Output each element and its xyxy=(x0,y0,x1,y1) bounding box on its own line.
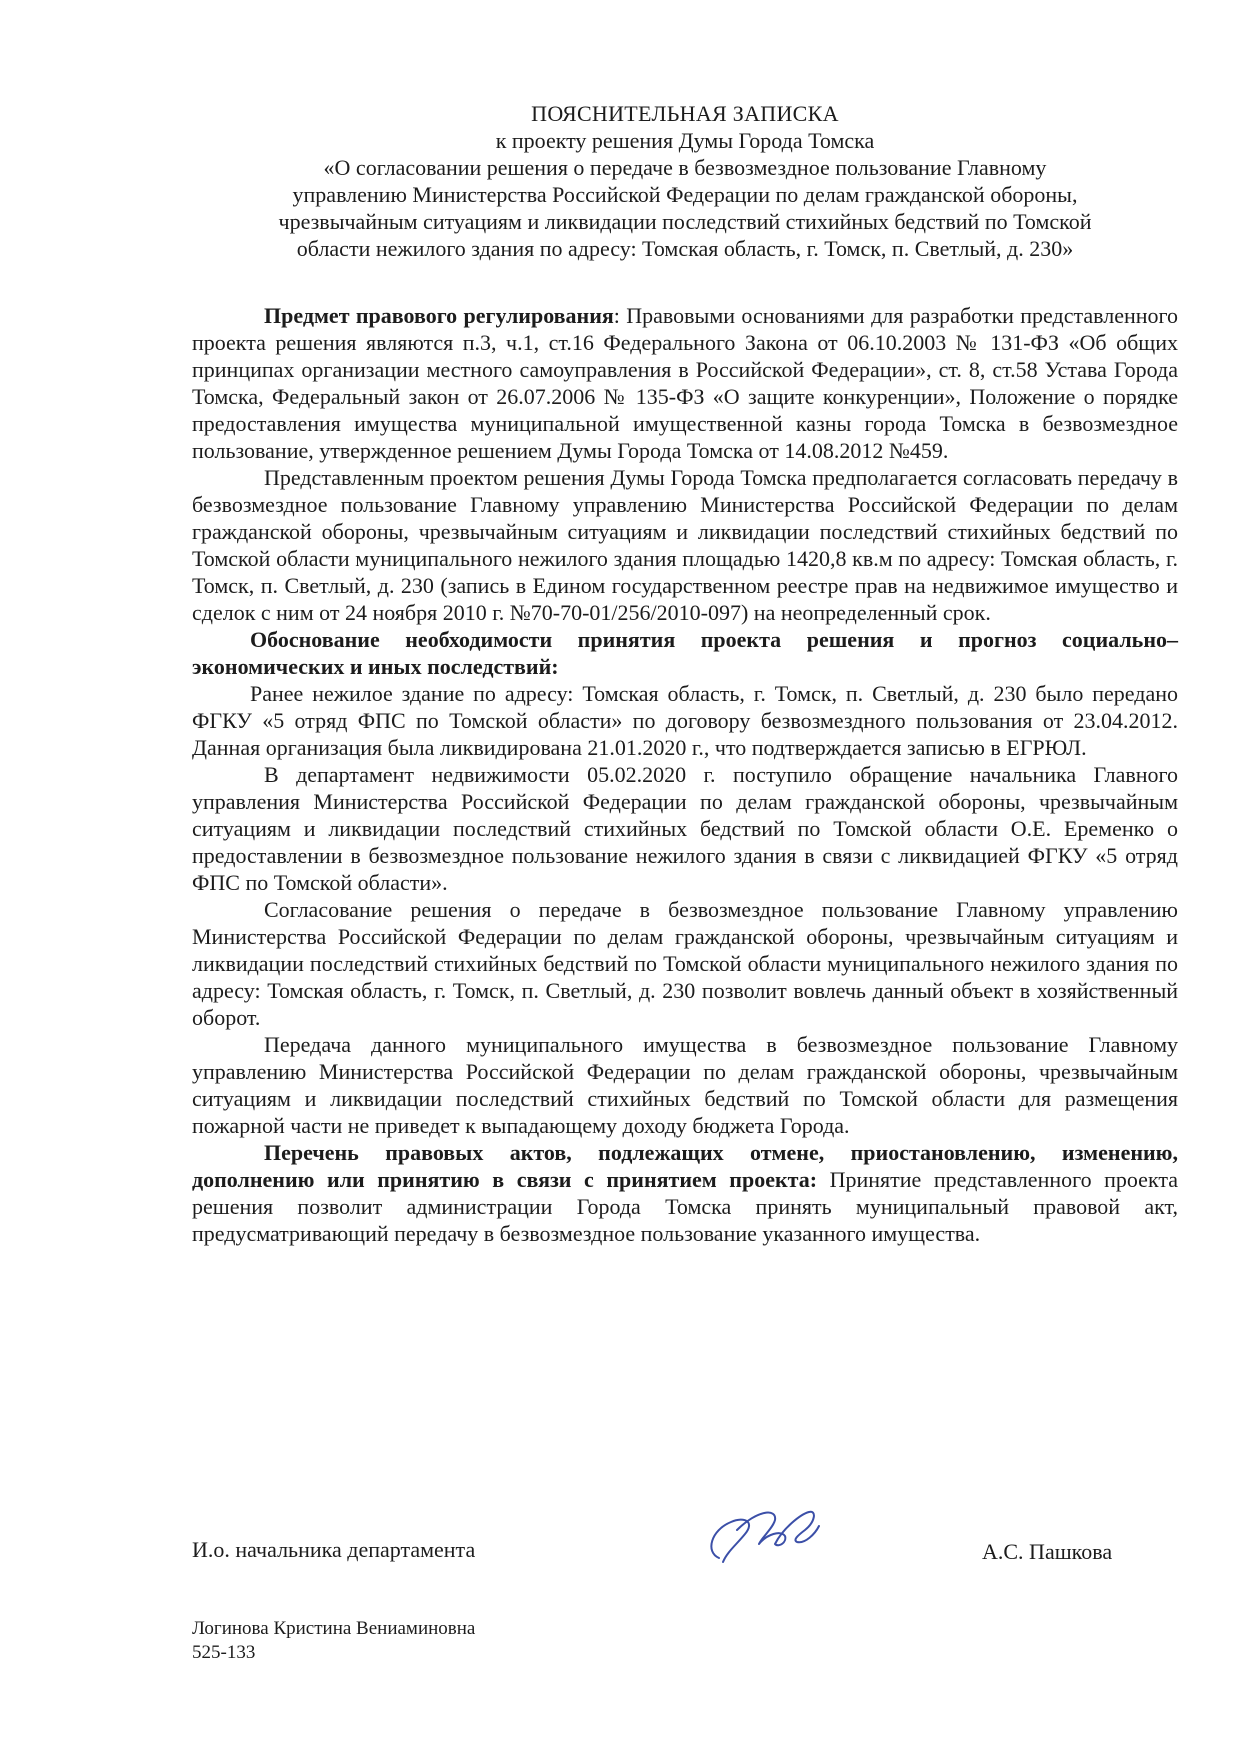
project-title-line-3: чрезвычайным ситуациям и ликвидации последствий стихийных бедствий по Томской xyxy=(278,209,1092,234)
executor-info xyxy=(192,1617,475,1665)
regulation-subject-label: Предмет правового регулирования xyxy=(264,303,614,328)
paragraph-request: В департамент недвижимости 05.02.2020 г. поступило обращение начальника Главного управления Министерства Российской Федерации по делам гражданской обороны, чрезвычайным ситуациям и ликвидации последствий стихийных бедствий по Томской области О.Е. Еременко о предоставлении в безвозмездное пользование нежилого здания в связи с ликвидацией ФГКУ «5 отряд ФПС по Томской области». xyxy=(192,762,1178,895)
signatory-position: И.о. начальника департамента xyxy=(192,1537,476,1562)
regulation-subject-text: : Правовыми основаниями для разработки представленного проекта решения являются п.3, ч.1, ст.16 Федерального Закона от 06.10.2003 № 131-ФЗ «Об общих принципах организации местного самоуправления в Российской Федерации», ст. 8, ст.58 Устава Города Томска, Федеральный закон от 26.07.2006 № 135-ФЗ «О защите конкуренции», Положение о порядке предоставления имущества муниципальной имущественной казны города Томска в безвозмездное пользование, утвержденное решением Думы Города Томска от 14.08.2012 №459. xyxy=(192,303,1178,463)
legal-acts-text: Принятие представленного проекта решения позволит администрации Города Томска принять муниципальный правовой акт, предусматривающий передачу в безвозмездное пользование указанного имущества. xyxy=(192,1167,1178,1246)
paragraph-budget: Передача данного муниципального имущества в безвозмездное пользование Главному управлению Министерства Российской Федерации по делам гражданской обороны, чрезвычайным ситуациям и ликвидации последствий стихийных бедствий по Томской области для размещения пожарной части не приведет к выпадающему доходу бюджета Города. xyxy=(192,1032,1178,1138)
paragraph-legal-acts xyxy=(192,1139,1178,1247)
paragraph-approval: Согласование решения о передаче в безвозмездное пользование Главному управлению Министерства Российской Федерации по делам гражданской обороны, чрезвычайным ситуациям и ликвидации последствий стихийных бедствий по Томской области муниципального нежилого здания по адресу: Томская область, г. Томск, п. Светлый, д. 230 позволит вовлечь данный объект в хозяйственный оборот. xyxy=(192,897,1178,1030)
handwritten-signature xyxy=(697,1500,847,1572)
paragraph-regulation-subject xyxy=(192,302,1178,464)
paragraph-history: Ранее нежилое здание по адресу: Томская область, г. Томск, п. Светлый, д. 230 было передано ФГКУ «5 отряд ФПС по Томской области» по договору безвозмездного пользования от 23.04.2012. Данная организация была ликвидирована 21.01.2020 г., что подтверждается записью в ЕГРЮЛ. xyxy=(192,681,1178,760)
legal-acts-label: Перечень правовых актов, подлежащих отмене, приостановлению, изменению, дополнению или принятию в связи с принятием проекта: xyxy=(192,1140,1178,1192)
justification-heading: Обоснование необходимости принятия проекта решения и прогноз социально–экономических и иных последствий: xyxy=(192,627,1178,679)
project-title-line-4: области нежилого здания по адресу: Томская область, г. Томск, п. Светлый, д. 230» xyxy=(296,236,1074,261)
signatory-name: А.С. Пашкова xyxy=(982,1539,1113,1564)
document-subtitle: к проекту решения Думы Города Томска xyxy=(495,128,875,153)
executor-phone: 525-133 xyxy=(192,1642,256,1663)
executor-name: Логинова Кристина Вениаминовна xyxy=(192,1618,476,1639)
document-body xyxy=(192,302,1178,1247)
project-title-line-1: «О согласовании решения о передаче в безвозмездное пользование Главному xyxy=(323,155,1047,180)
project-title-line-2: управлению Министерства Российской Федерации по делам гражданской обороны, xyxy=(292,182,1078,207)
paragraph-proposal: Представленным проектом решения Думы Города Томска предполагается согласовать передачу в безвозмездное пользование Главному управлению Министерства Российской Федерации по делам гражданской обороны, чрезвычайным ситуациям и ликвидации последствий стихийных бедствий по Томской области муниципального нежилого здания площадью 1420,8 кв.м по адресу: Томская область, г. Томск, п. Светлый, д. 230 (запись в Едином государственном реестре прав на недвижимое имущество и сделок с ним от 24 ноября 2010 г. №70-70-01/256/2010-097) на неопределенный срок. xyxy=(192,465,1178,625)
document-title: ПОЯСНИТЕЛЬНАЯ ЗАПИСКА xyxy=(531,101,839,126)
paragraph-justification-heading xyxy=(192,626,1178,680)
document-header xyxy=(220,100,1150,262)
